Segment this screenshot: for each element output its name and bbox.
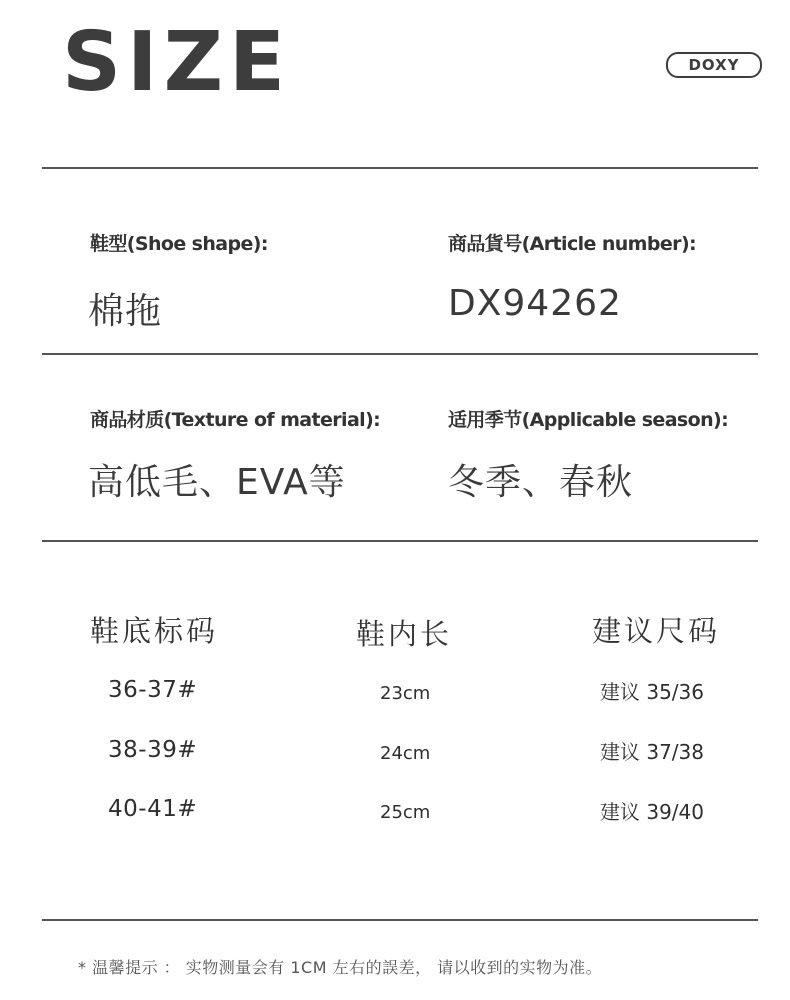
divider <box>42 167 758 169</box>
table-cell-sole-size: 36-37# <box>108 677 198 703</box>
shoe-shape-value: 棉拖 <box>88 291 163 332</box>
table-cell-suggested-size: 建议 39/40 <box>600 800 704 824</box>
table-cell-sole-size: 40-41# <box>108 796 198 822</box>
article-number-label: 商品貨号(Article number): <box>448 233 697 255</box>
table-cell-suggested-size: 建议 35/36 <box>600 680 704 704</box>
divider <box>42 540 758 542</box>
column-header-inner-length: 鞋内长 <box>356 617 453 651</box>
footer-note: * 温馨提示 ： 实物测量会有 1CM 左右的誤差， 请以收到的实物为准。 <box>78 958 603 977</box>
season-label: 适用季节(Applicable season): <box>448 409 729 431</box>
shoe-shape-label: 鞋型(Shoe shape): <box>90 233 268 255</box>
table-cell-inner-length: 23cm <box>380 683 431 704</box>
page-title: SIZE <box>62 15 292 110</box>
season-value: 冬季、春秋 <box>448 462 634 503</box>
table-cell-inner-length: 25cm <box>380 802 431 823</box>
divider <box>42 919 758 921</box>
table-cell-inner-length: 24cm <box>380 743 431 764</box>
article-number-value: DX94262 <box>448 283 622 324</box>
texture-value: 高低毛、EVA等 <box>88 462 346 503</box>
table-cell-sole-size: 38-39# <box>108 737 198 763</box>
column-header-sole-size: 鞋底标码 <box>90 614 219 648</box>
table-cell-suggested-size: 建议 37/38 <box>600 740 704 764</box>
brand-logo: DOXY <box>666 52 762 78</box>
divider <box>42 353 758 355</box>
column-header-suggested-size: 建议尺码 <box>592 614 721 648</box>
texture-label: 商品材质(Texture of material): <box>90 409 381 431</box>
